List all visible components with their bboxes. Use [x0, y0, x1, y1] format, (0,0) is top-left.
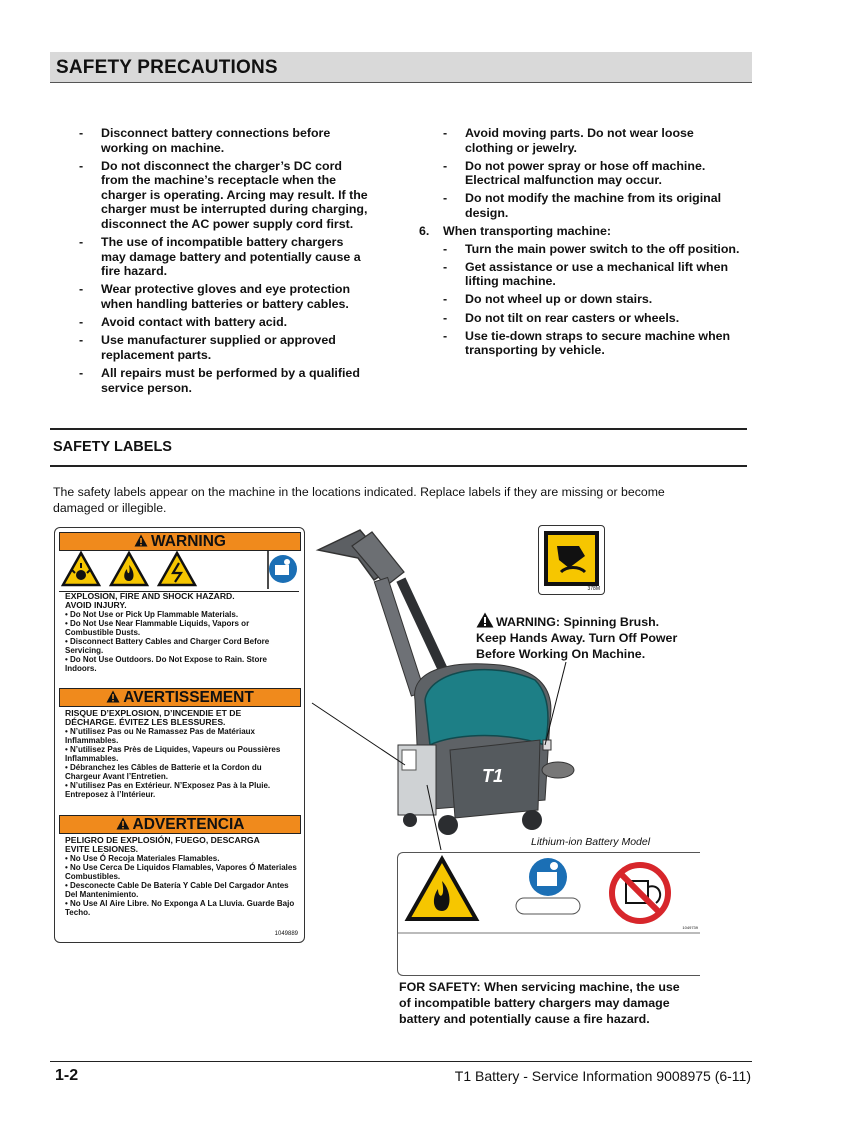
brush-label: 378M [538, 525, 605, 595]
transport-heading: 6. When transporting machine: [419, 224, 611, 239]
label-text-es: PELIGRO DE EXPLOSIÓN, FUEGO, DESCARGA EVITE LESIONES. • No Use Ó Recoja Materiales Flamables. • No Use Cerca De Liquidos Flamables, Vapores Ó Materiales Combustibles. • Desconecte Cable De Batería Y Cable Del Cargador Antes Del Mantenimiento. • No Use Al Aire Libre. No Exponga A La Lluvia. Guarde Bajo Techo. [65, 835, 297, 917]
list-item: - Do not wheel up or down stairs. [443, 292, 653, 307]
page-number: 1-2 [55, 1067, 79, 1084]
list-item: - The use of incompatible battery chargers may damage battery and potentially cause a fire hazard. [79, 235, 361, 279]
no-charger-icon [612, 865, 668, 921]
list-item: - Do not power spray or hose off machine. Electrical malfunction may occur. [443, 158, 706, 188]
fire-icon [408, 859, 476, 919]
list-item: - All repairs must be performed by a qualified service person. [79, 365, 360, 395]
label-text-fr: RISQUE D’EXPLOSION, D’INCENDIE ET DE DÉCHARGE. ÉVITEZ LES BLESSURES. • N’utilisez Pas ou Ne Ramassez Pas de Matériaux Inflammables. • N’utilisez Pas Près de Liquides, Vapeurs ou Poussières Inflammables. • Débranchez les Câbles de Batterie et la Cordon du Chargeur Avant l’Entretien. • N’utilisez Pas en Extérieur. N’Exposez Pas à la Pluie. Entreposez à l’Intérieur. [65, 708, 281, 799]
spinning-brush-callout: WARNING: Spinning Brush. Keep Hands Away. Turn Off Power Before Working On Machine. [476, 612, 716, 662]
hand-brush-icon [539, 526, 604, 594]
list-item: - Wear protective gloves and eye protection when handling batteries or battery cables. [79, 282, 351, 312]
section-intro: The safety labels appear on the machine in the locations indicated. Replace labels if they are missing or become damaged or illegible. [53, 485, 665, 515]
list-item: - Use manufacturer supplied or approved replacement parts. [79, 333, 336, 362]
footer-divider [50, 1061, 752, 1062]
warning-header: WARNING [59, 532, 301, 551]
list-item: - Do not tilt on rear casters or wheels. [443, 310, 680, 325]
list-item: - Do not disconnect the charger’s DC cord from the machine’s receptacle when the charger is operating. Arcing may result. If the charger must be interrupted during charging, disconnect the AC power supply cord first. [79, 158, 368, 232]
battery-label: 1049739 [397, 852, 700, 976]
warning-triangle-icon [476, 612, 494, 628]
label-text-en: EXPLOSION, FIRE AND SHOCK HAZARD. AVOID INJURY. • Do Not Use or Pick Up Flammable Materials. • Do Not Use Near Flammable Liquids, Vapors or Combustible Dusts. • Disconnect Battery Cables and Charger Cord Before Servicing. • Do Not Use Outdoors. Do Not Expose to Rain. Store Indoors. [65, 591, 270, 673]
list-item: - Get assistance or use a mechanical lift when lifting machine. [443, 259, 729, 289]
list-item: - Disconnect battery connections before working on machine. [79, 126, 331, 155]
avertissement-header: AVERTISSEMENT [59, 688, 301, 707]
document-reference: T1 Battery - Service Information 9008975 (6-11) [454, 1068, 751, 1084]
lithium-model-caption: Lithium-ion Battery Model [531, 836, 651, 848]
list-item: - Avoid moving parts. Do not wear loose clothing or jewelry. [443, 126, 694, 155]
label-part-number: 1049889 [274, 931, 298, 937]
list-item: - Avoid contact with battery acid. [79, 315, 288, 330]
read-manual-icon [516, 858, 580, 914]
list-item: - Use tie-down straps to secure machine when transporting by vehicle. [443, 328, 731, 358]
machine-logo: T1 [482, 766, 504, 786]
list-item: - Do not modify the machine from its original design. [443, 191, 722, 220]
list-item: - Turn the main power switch to the off position. [443, 241, 740, 256]
page-title: SAFETY PRECAUTIONS [56, 57, 278, 78]
section-title: SAFETY LABELS [53, 439, 172, 455]
for-safety-callout: FOR SAFETY: When servicing machine, the use of incompatible battery chargers may damage battery and potentially cause a fire hazard. [399, 980, 680, 1026]
advertencia-header: ADVERTENCIA [59, 815, 301, 834]
